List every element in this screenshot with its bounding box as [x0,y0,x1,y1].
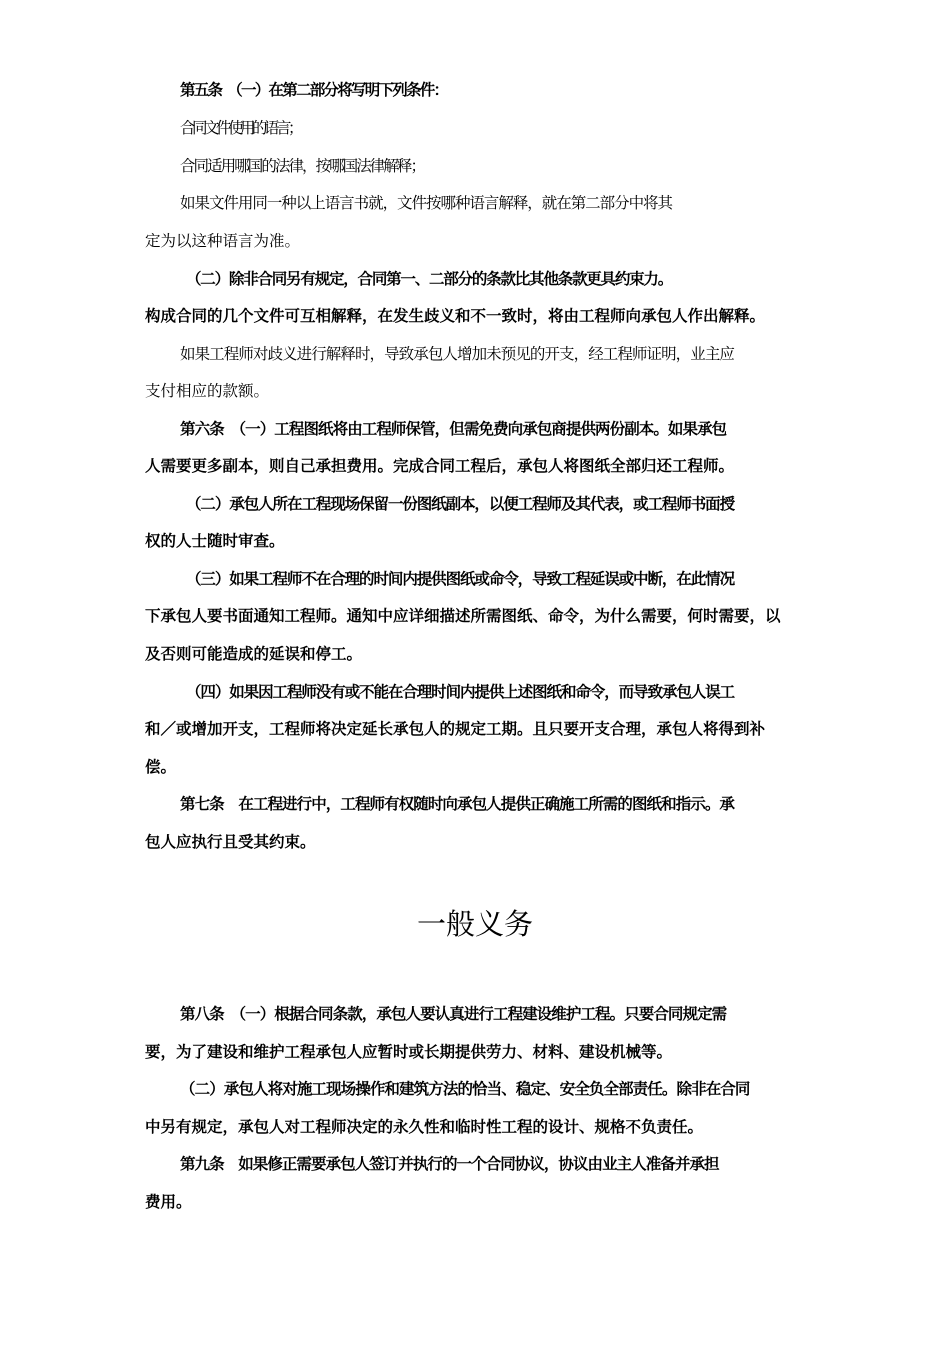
article-5-line-6: （二）除非合同另有规定，合同第一、二部分的条款比其他条款更具约束力。 [186,269,673,288]
article-6-line-6: 下承包人要书面通知工程师。通知中应详细描述所需图纸、命令，为什么需要，何时需要，以 [145,606,781,625]
article-6-line-2: 人需要更多副本，则自己承担费用。完成合同工程后，承包人将图纸全部归还工程师。 [145,456,735,475]
article-7-line-1: 第七条 在工程进行中，工程师有权随时向承包人提供正确施工所需的图纸和指示。承 [180,794,735,813]
article-5-line-2: 合同文件使用的语言； [180,119,301,137]
article-9-line-2: 费用。 [145,1192,192,1211]
article-7-line-2: 包人应执行且受其约束。 [145,832,316,851]
article-5-line-1: 第五条 （一）在第二部分将写明下列条件： [180,80,448,99]
section-heading: 一般义务 [416,907,533,941]
article-6-line-5: （三）如果工程师不在合理的时间内提供图纸或命令，导致工程延误或中断，在此情况 [186,569,735,588]
article-5-line-4: 如果文件用同一种以上语言书就，文件按哪种语言解释，就在第二部分中将其 [180,194,673,212]
article-8-line-3: （二）承包人将对施工现场操作和建筑方法的恰当、稳定、安全负全部责任。除非在合同 [180,1079,750,1098]
article-9-line-1: 第九条 如果修正需要承包人签订并执行的一个合同协议，协议由业主人准备并承担 [180,1154,719,1173]
article-5-line-3: 合同适用哪国的法律，按哪国法律解释； [180,157,425,175]
article-5-line-5: 定为以这种语言为准。 [145,232,301,250]
article-8-line-1: 第八条 （一）根据合同条款，承包人要认真进行工程建设维护工程。只要合同规定需 [180,1004,727,1023]
article-8-line-4: 中另有规定，承包人对工程师决定的永久性和临时性工程的设计、规格不负责任。 [145,1117,704,1136]
article-5-line-8: 如果工程师对歧义进行解释时，导致承包人增加未预见的开支，经工程师证明，业主应 [180,345,735,363]
article-6-line-3: （二）承包人所在工程现场保留一份图纸副本，以便工程师及其代表，或工程师书面授 [186,494,735,513]
article-6-line-10: 偿。 [145,757,177,776]
article-6-line-8: （四）如果因工程师没有或不能在合理时间内提供上述图纸和命令，而导致承包人误工 [186,682,735,701]
article-6-line-9: 和／或增加开支，工程师将决定延长承包人的规定工期。且只要开支合理，承包人将得到补 [145,719,766,738]
article-6-line-7: 及否则可能造成的延误和停工。 [145,644,363,663]
article-8-line-2: 要，为了建设和维护工程承包人应暂时或长期提供劳力、材料、建设机械等。 [145,1042,673,1061]
article-6-line-4: 权的人士随时审查。 [145,531,285,550]
article-6-line-1: 第六条 （一）工程图纸将由工程师保管，但需免费向承包商提供两份副本。如果承包 [180,419,727,438]
article-5-line-9: 支付相应的款额。 [145,382,270,400]
article-5-line-7: 构成合同的几个文件可互相解释，在发生歧义和不一致时，将由工程师向承包人作出解释。 [145,306,766,325]
